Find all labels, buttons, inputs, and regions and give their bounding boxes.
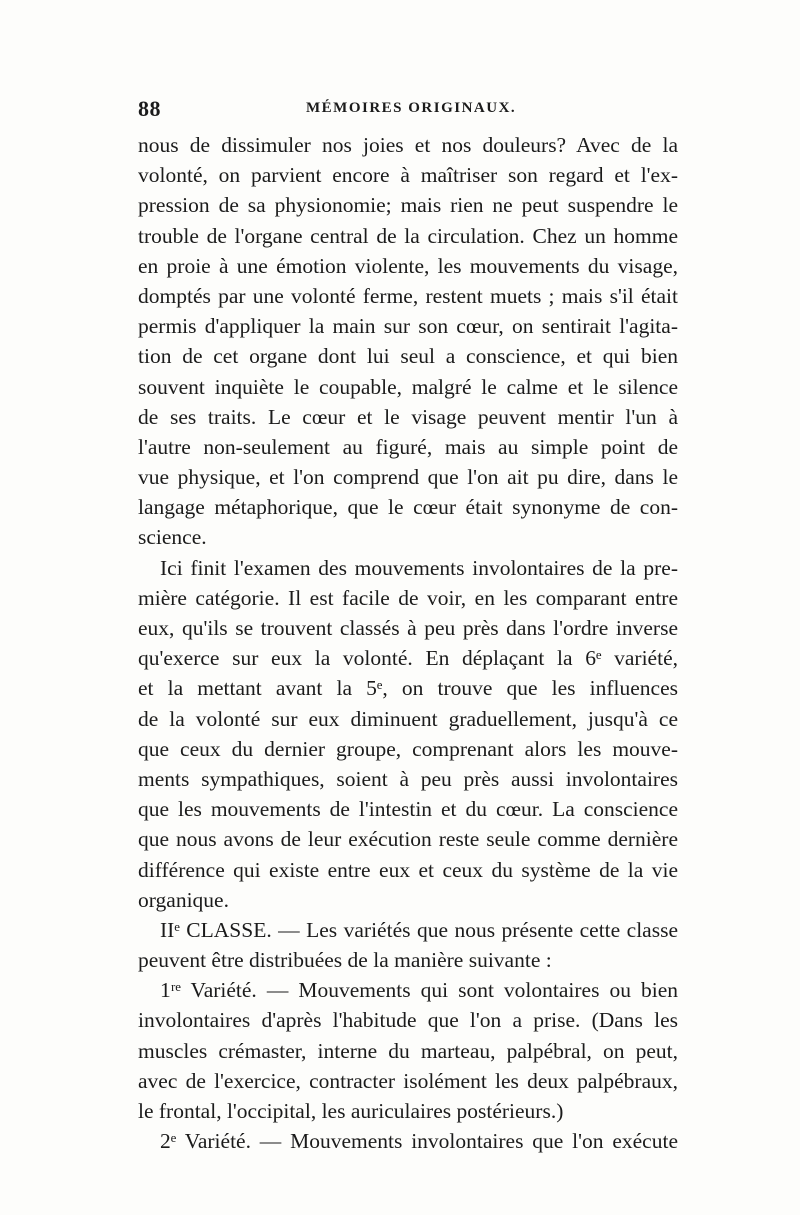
text-line: que les mouvements de l'intestin et du cœur. La conscience (138, 797, 678, 822)
text-line: organique. (138, 887, 229, 912)
text-line: trouble de l'organe central de la circulation. Chez un homme (138, 223, 678, 248)
text-line: Ici finit l'examen des mouvements involontaires de la pre- (160, 555, 678, 580)
text-line: de ses traits. Le cœur et le visage peuvent mentir l'un à (138, 404, 678, 429)
page-number: 88 (138, 96, 161, 121)
page-header (138, 96, 678, 124)
text-line: le frontal, l'occipital, les auriculaires postérieurs.) (138, 1099, 564, 1123)
text-line: IIᵉ CLASSE. — Les variétés que nous présente cette classe (160, 917, 678, 942)
text-line: eux, qu'ils se trouvent classés à peu près dans l'ordre inverse (138, 616, 678, 640)
running-title: MÉMOIRES ORIGINAUX. (306, 100, 517, 116)
text-line: différence qui existe entre eux et ceux du système de la vie (138, 857, 678, 882)
text-line: qu'exerce sur eux la volonté. En déplaçant la 6ᵉ variété, (138, 646, 678, 671)
text-line: 2ᵉ Variété. — Mouvements involontaires que l'on exécute (160, 1129, 678, 1154)
text-line: nous de dissimuler nos joies et nos douleurs? Avec de la (138, 133, 678, 157)
text-line: 1ʳᵉ Variété. — Mouvements qui sont volontaires ou bien (160, 978, 678, 1003)
text-line: mière catégorie. Il est facile de voir, en les comparant entre (138, 585, 678, 610)
body-text (138, 130, 678, 1156)
text-line: souvent inquiète le coupable, malgré le calme et le silence (138, 374, 678, 399)
text-line: domptés par une volonté ferme, restent muets ; mais s'il était (138, 283, 678, 308)
text-line: peuvent être distribuées de la manière suivante : (138, 948, 552, 973)
text-line: que nous avons de leur exécution reste seule comme dernière (138, 827, 678, 852)
text-line: muscles crémaster, interne du marteau, palpébral, on peut, (138, 1038, 678, 1063)
text-line: langage métaphorique, que le cœur était synonyme de con- (138, 495, 678, 520)
text-line: tion de cet organe dont lui seul a conscience, et qui bien (138, 344, 678, 369)
text-line: de la volonté sur eux diminuent graduellement, jusqu'à ce (138, 706, 678, 731)
text-line: pression de sa physionomie; mais rien ne peut suspendre le (138, 193, 678, 218)
text-line: permis d'appliquer la main sur son cœur, on sentirait l'agita- (138, 314, 678, 339)
text-line: vue physique, et l'on comprend que l'on ait pu dire, dans le (138, 465, 678, 490)
text-line: ments sympathiques, soient à peu près aussi involontaires (138, 766, 678, 791)
text-line: involontaires d'après l'habitude que l'on a prise. (Dans les (138, 1008, 678, 1033)
text-line: science. (138, 525, 207, 550)
text-line: et la mettant avant la 5ᵉ, on trouve que les influences (138, 676, 678, 701)
text-line: l'autre non-seulement au figuré, mais au simple point de (138, 434, 678, 459)
text-line: en proie à une émotion violente, les mouvements du visage, (138, 253, 678, 278)
text-line: avec de l'exercice, contracter isolément les deux palpébraux, (138, 1068, 678, 1093)
text-line: que ceux du dernier groupe, comprenant alors les mouve- (138, 736, 678, 761)
text-line: volonté, on parvient encore à maîtriser son regard et l'ex- (138, 163, 678, 188)
